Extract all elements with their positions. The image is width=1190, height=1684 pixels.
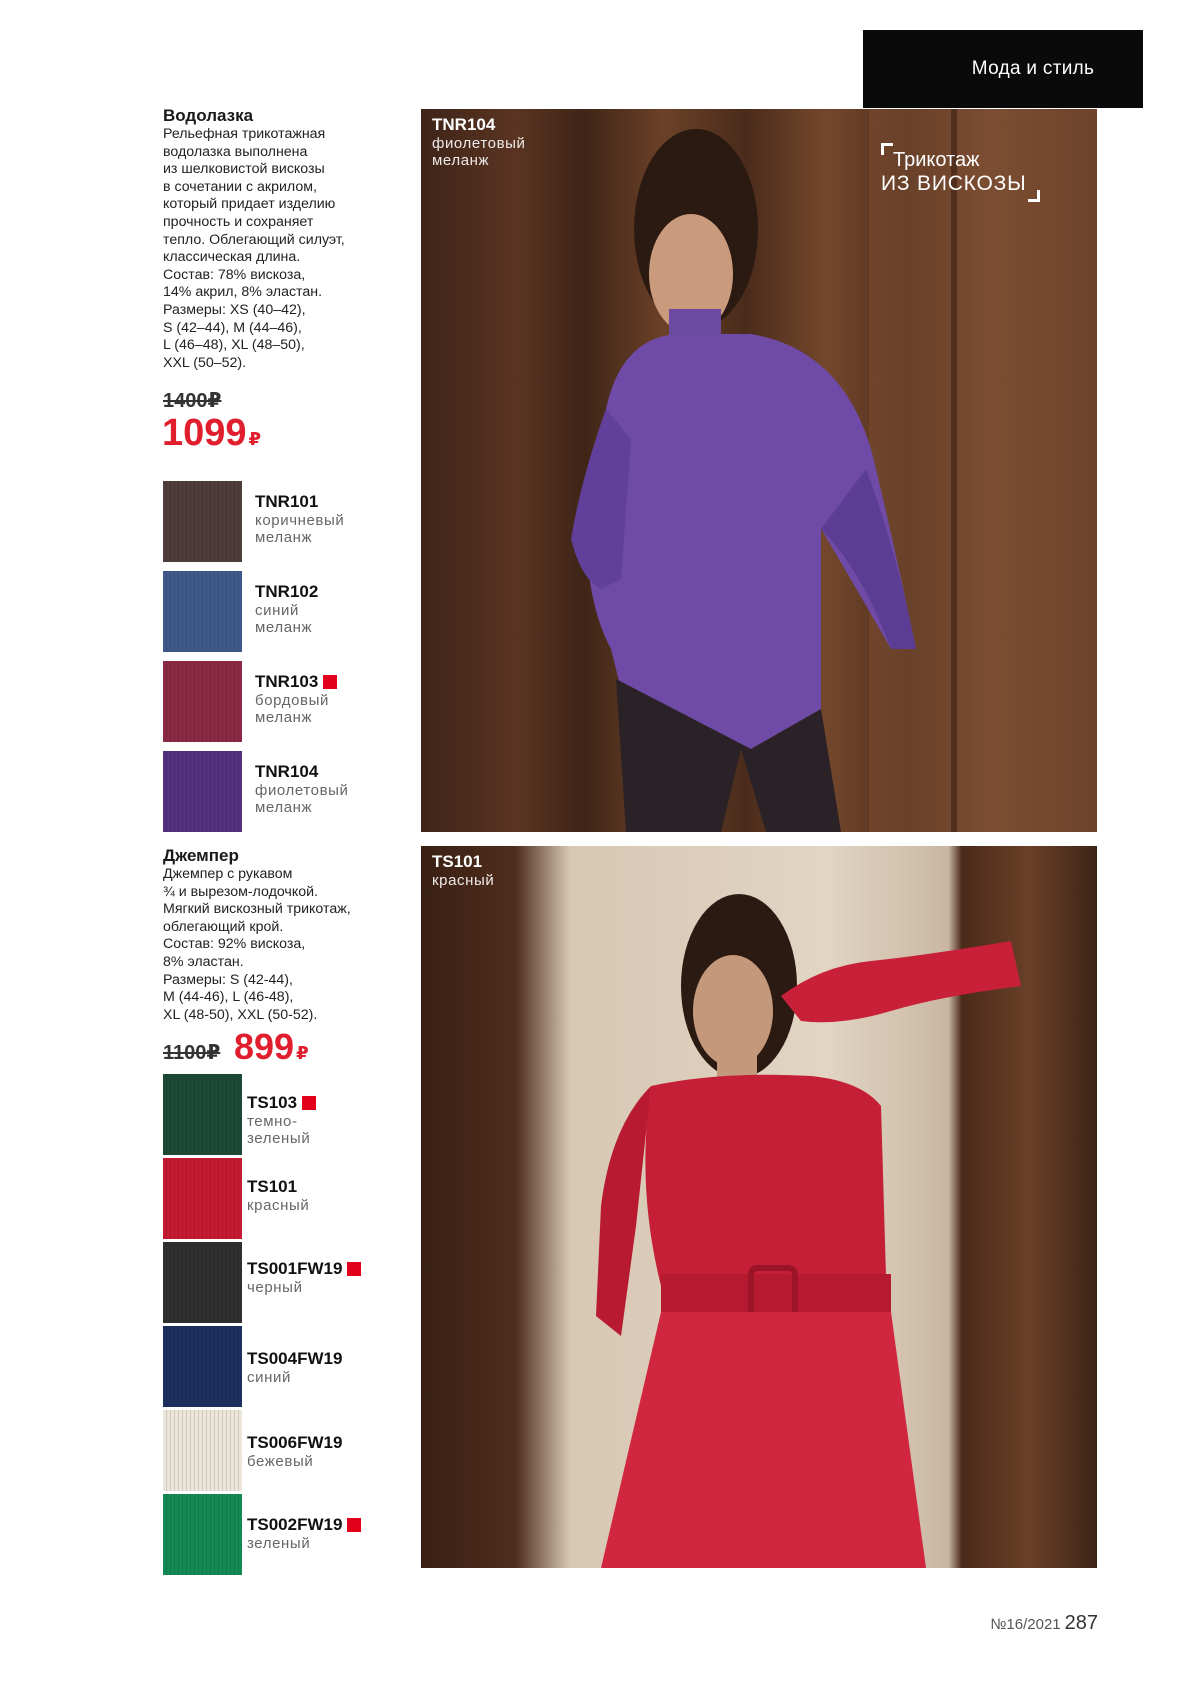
product-code: TS006FW19 [247, 1433, 343, 1452]
description-line: Состав: 78% вискоза, [163, 266, 306, 283]
page-number: 287 [1064, 1612, 1098, 1634]
description-line: S (42–44), M (44–46), [163, 319, 302, 336]
color-name: бордовый [255, 692, 329, 709]
page-footer [990, 1612, 1098, 1635]
corner-bracket-icon [1028, 190, 1040, 202]
swatch-info-ts001fw19 [247, 1259, 361, 1296]
product-code: TNR101 [255, 492, 319, 511]
description-line: Джемпер с рукавом [163, 866, 293, 882]
color-name: меланж [255, 709, 313, 726]
photo-label [432, 852, 494, 889]
photo-color-name: меланж [432, 152, 490, 169]
description-line: Размеры: XS (40–42), [163, 301, 306, 318]
product-description-jumper [163, 866, 351, 1024]
swatch-info-ts103 [247, 1093, 316, 1147]
photo-color-name: красный [432, 872, 495, 889]
color-swatch-tnr104[interactable] [163, 751, 242, 832]
description-line: Состав: 92% вискоза, [163, 936, 306, 953]
color-name: бежевый [247, 1453, 314, 1470]
swatch-info-tnr104 [255, 762, 349, 816]
description-line: прочность и сохраняет [163, 213, 314, 230]
new-item-badge [347, 1518, 361, 1532]
color-swatch-ts103[interactable] [163, 1074, 242, 1155]
new-item-badge [323, 675, 337, 689]
photo-product-code: TNR104 [432, 115, 496, 134]
product-title-jumper: Джемпер [163, 846, 239, 865]
product-description-turtleneck [163, 126, 345, 372]
product-code: TS103 [247, 1093, 298, 1112]
description-line: 14% акрил, 8% эластан. [163, 284, 323, 301]
price-value: 1099 [162, 412, 247, 454]
description-line: классическая длина. [163, 249, 301, 266]
color-name: зеленый [247, 1130, 311, 1147]
photo-color-name: фиолетовый [432, 135, 526, 152]
swatch-info-ts006fw19 [247, 1433, 342, 1470]
product-code: TS004FW19 [247, 1349, 343, 1368]
color-name: коричневый [255, 512, 345, 529]
product-code: TS001FW19 [247, 1259, 343, 1278]
description-line: Размеры: S (42-44), [163, 971, 293, 988]
description-line: из шелковистой вискозы [163, 161, 325, 178]
model-illustration [421, 846, 1097, 1568]
color-name: темно- [247, 1113, 298, 1130]
color-name: зеленый [247, 1535, 311, 1552]
description-line: 8% эластан. [163, 953, 244, 970]
swatch-info-tnr102 [255, 582, 318, 636]
description-line: M (44-46), L (46-48), [163, 989, 294, 1006]
swatch-info-ts004fw19 [247, 1349, 342, 1386]
color-swatch-ts002fw19[interactable] [163, 1494, 242, 1575]
description-line: XL (48-50), XXL (50-52). [163, 1006, 318, 1023]
description-line: облегающий крой. [163, 918, 284, 935]
description-line: тепло. Облегающий силуэт, [163, 231, 345, 248]
product-code: TS002FW19 [247, 1515, 343, 1534]
new-item-badge [302, 1096, 316, 1110]
swatch-info-ts002fw19 [247, 1515, 361, 1552]
description-line: L (46–48), XL (48–50), [163, 337, 305, 354]
color-swatch-ts101[interactable] [163, 1158, 242, 1239]
currency-symbol: ₽ [248, 429, 262, 449]
color-swatch-ts006fw19[interactable] [163, 1410, 242, 1491]
color-swatch-tnr101[interactable] [163, 481, 242, 562]
description-line: Рельефная трикотажная [163, 126, 326, 142]
product-code: TNR103 [255, 672, 319, 691]
description-line: в сочетании с акрилом, [163, 178, 317, 195]
product-photo-jumper [421, 846, 1097, 1568]
badge-line: Трикотаж [893, 149, 980, 171]
swatch-info-ts101 [247, 1177, 309, 1214]
swatch-info-tnr103 [255, 672, 337, 726]
color-name: красный [247, 1197, 310, 1214]
color-name: фиолетовый [255, 782, 349, 799]
description-line: который придает изделию [163, 196, 336, 213]
description-line: ¾ и вырезом-лодочкой. [163, 883, 318, 900]
product-title-turtleneck: Водолазка [163, 106, 254, 125]
product-code: TS101 [247, 1177, 298, 1196]
issue-number: №16/2021 [990, 1616, 1061, 1633]
old-price-turtleneck: 1400₽ [163, 390, 222, 412]
color-name: меланж [255, 799, 313, 816]
description-line: водолазка выполнена [163, 143, 308, 160]
new-price-turtleneck [162, 412, 261, 455]
swatch-info-tnr101 [255, 492, 344, 546]
color-name: меланж [255, 619, 313, 636]
new-item-badge [347, 1262, 361, 1276]
currency-symbol: ₽ [296, 1043, 309, 1063]
color-name: черный [247, 1279, 303, 1296]
color-swatch-tnr102[interactable] [163, 571, 242, 652]
color-swatch-tnr103[interactable] [163, 661, 242, 742]
price-value: 899 [234, 1026, 295, 1067]
product-code: TNR102 [255, 582, 319, 601]
model-illustration [421, 109, 1097, 832]
color-name: синий [255, 602, 299, 619]
old-price-jumper: 1100₽ [163, 1042, 221, 1064]
photo-label [432, 115, 526, 169]
color-swatch-ts004fw19[interactable] [163, 1326, 242, 1407]
color-swatch-ts001fw19[interactable] [163, 1242, 242, 1323]
description-line: XXL (50–52). [163, 354, 247, 371]
section-tab: Мода и стиль [863, 30, 1143, 108]
material-badge [881, 149, 1026, 196]
description-line: Мягкий вискозный трикотаж, [163, 901, 351, 918]
color-name: синий [247, 1369, 291, 1386]
new-price-jumper [234, 1026, 309, 1068]
photo-product-code: TS101 [432, 852, 483, 871]
badge-line: ИЗ ВИСКОЗЫ [881, 172, 1027, 195]
product-code: TNR104 [255, 762, 319, 781]
corner-bracket-icon [881, 143, 893, 155]
color-name: меланж [255, 529, 313, 546]
product-photo-turtleneck [421, 109, 1097, 832]
